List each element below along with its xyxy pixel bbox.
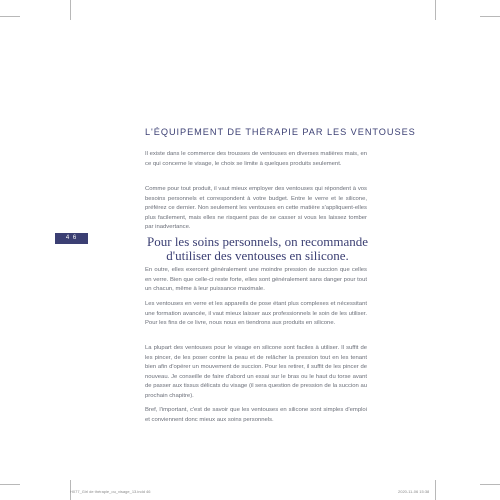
paragraph: La plupart des ventouses pour le visage en silicone sont faciles à utiliser. Il suffit de les pincer, de les poser contre la peau et de relâcher la pression tout en les tenant bien afin d'opérer un mouvement de succion. Pour les retirer, il suffit de les pincer de nouveau. Je conseille de faire d'abord un essai sur le bras ou le haut du torse avant de passer aux tissus délicats du visage (il sera question de pression de la succion au prochain chapitre).	[145, 345, 367, 399]
page-number-tab: 4 6	[55, 233, 88, 244]
paragraph: Les ventouses en verre et les appareils de pose étant plus complexes et nécessitant une formation avancée, il vaut mieux laisser aux professionnels le soin de les utiliser. Pour les fins de ce livre, nous nous en tiendrons aux produits en silicone.	[145, 301, 367, 327]
crop-mark	[480, 16, 500, 17]
crop-mark	[0, 484, 20, 485]
paragraph: Comme pour tout produit, il vaut mieux employer des ventouses qui répondent à vos besoins personnels et correspondent à votre budget. Entre le verre et le silicone, préférez ce dernier. Non seulement les ventouses en cette matière s'appliquent-elles plus facilement, mais elles ne risquent pas de se casser si vous les laissez tomber par inadvertance.	[145, 186, 367, 231]
paragraph: En outre, elles exercent généralement une moindre pression de succion que celles en verre. Bien que celle-ci reste forte, elles sont généralement sans danger pour tout un chacun, même à leur puissance maximale.	[145, 267, 367, 293]
footer-file-name: H077_Girl de thérapie_ou_visage_13.indd 46	[70, 489, 151, 494]
paragraph: Il existe dans le commerce des trousses de ventouses en diverses matières mais, en ce qui concerne le visage, le choix se limite à quelques produits seulement.	[145, 151, 367, 167]
crop-mark	[0, 16, 20, 17]
crop-mark	[480, 484, 500, 485]
crop-mark	[70, 0, 71, 20]
section-heading: L'ÉQUIPEMENT DE THÉRAPIE PAR LES VENTOUSES	[145, 127, 416, 137]
footer-timestamp: 2020-11-06 15:38	[398, 489, 430, 494]
crop-mark	[435, 480, 436, 500]
pull-quote: Pour les soins personnels, on recommande d'utiliser des ventouses en silicone.	[147, 234, 368, 263]
crop-mark	[435, 0, 436, 20]
paragraph: Bref, l'important, c'est de savoir que les ventouses en silicone sont simples d'emploi et conviennent donc mieux aux soins personnels.	[145, 407, 367, 423]
